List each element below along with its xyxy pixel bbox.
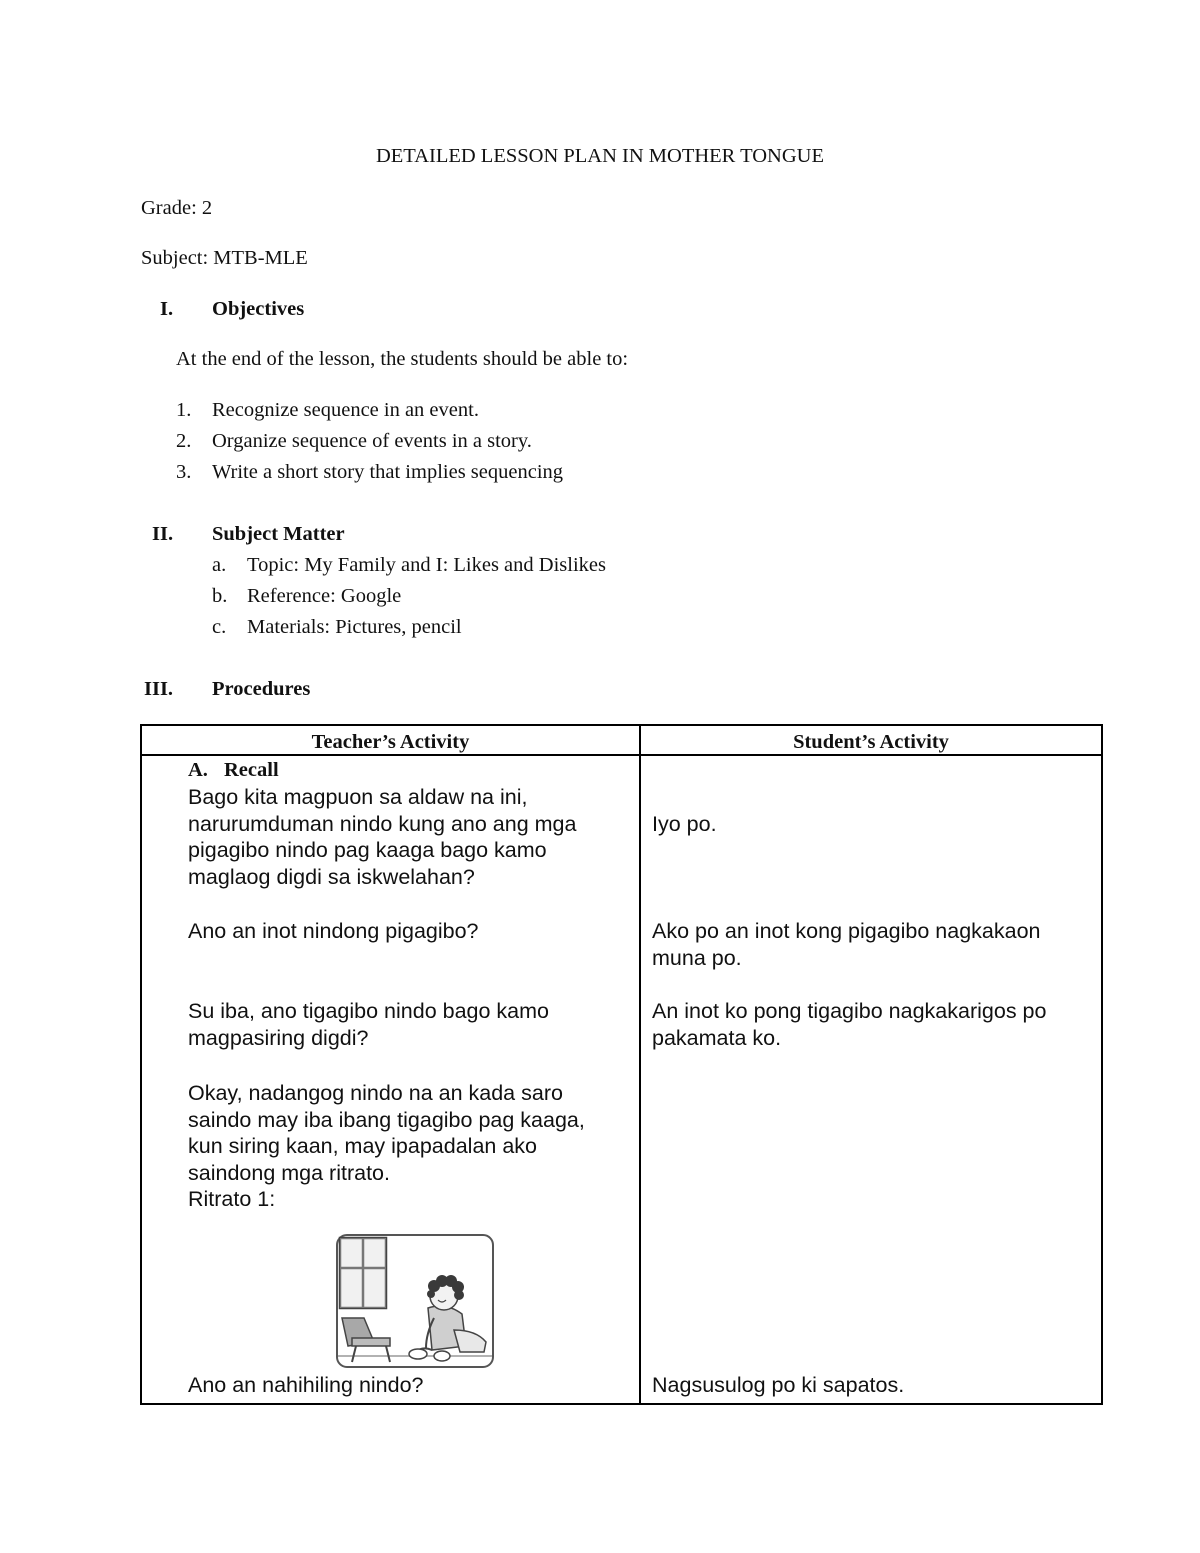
objectives-intro: At the end of the lesson, the students should be able to: xyxy=(176,348,629,370)
student-activity-header: Student’s Activity xyxy=(793,731,949,753)
procedures-table xyxy=(140,724,1103,1405)
header-divider xyxy=(142,754,1101,756)
subject-matter-marker: c. xyxy=(212,616,227,638)
student-line: muna po. xyxy=(652,945,742,970)
procedures-numeral: III. xyxy=(144,678,174,700)
teacher-line: Su iba, ano tigagibo nindo bago kamo xyxy=(188,999,549,1023)
objective-marker: 3. xyxy=(176,461,192,483)
subject-matter-numeral: II. xyxy=(152,523,174,545)
section-marker: A. xyxy=(188,759,208,781)
objectives-heading: Objectives xyxy=(212,298,305,320)
teacher-line: magpasiring digdi? xyxy=(188,1025,369,1050)
subject-matter-heading: Subject Matter xyxy=(212,523,345,545)
teacher-line: Ano an inot nindong pigagibo? xyxy=(188,919,479,943)
student-line: Iyo po. xyxy=(652,812,717,836)
objective-item: Write a short story that implies sequencing xyxy=(212,461,564,483)
teacher-line: saindong mga ritrato. xyxy=(188,1160,390,1185)
subject-line: Subject: MTB-MLE xyxy=(141,247,308,269)
section-label: Recall xyxy=(224,759,279,781)
document-title: DETAILED LESSON PLAN IN MOTHER TONGUE xyxy=(375,145,824,167)
column-divider xyxy=(639,726,641,1403)
teacher-line: narurumduman nindo kung ano ang mga xyxy=(188,811,577,836)
subject-matter-item: Materials: Pictures, pencil xyxy=(247,616,462,638)
teacher-line: pigagibo nindo pag kaaga bago kamo xyxy=(188,838,547,862)
teacher-activity-header: Teacher’s Activity xyxy=(311,731,470,753)
teacher-line: Okay, nadangog nindo na an kada saro xyxy=(188,1081,563,1105)
subject-matter-marker: a. xyxy=(212,554,227,576)
procedures-heading: Procedures xyxy=(212,678,311,700)
teacher-line: maglaog digdi sa iskwelahan? xyxy=(188,864,475,889)
objective-marker: 1. xyxy=(176,399,192,421)
subject-matter-item: Topic: My Family and I: Likes and Dislikes xyxy=(247,554,606,576)
teacher-line: Ano an nahihiling nindo? xyxy=(188,1373,424,1397)
subject-matter-item: Reference: Google xyxy=(247,585,402,607)
objective-marker: 2. xyxy=(176,430,192,452)
student-line: Nagsusulog po ki sapatos. xyxy=(652,1373,905,1397)
student-line: pakamata ko. xyxy=(652,1025,782,1050)
teacher-line: Bago kita magpuon sa aldaw na ini, xyxy=(188,785,528,809)
subject-matter-marker: b. xyxy=(212,585,228,607)
teacher-line: Ritrato 1: xyxy=(188,1187,276,1211)
teacher-line: kun siring kaan, may ipapadalan ako xyxy=(188,1134,537,1158)
objective-item: Recognize sequence in an event. xyxy=(212,399,479,421)
student-line: Ako po an inot kong pigagibo nagkakaon xyxy=(652,919,1041,943)
child-tying-shoes-picture xyxy=(336,1234,494,1374)
teacher-line: saindo may iba ibang tigagibo pag kaaga, xyxy=(188,1107,585,1132)
objective-item: Organize sequence of events in a story. xyxy=(212,430,532,452)
objectives-numeral: I. xyxy=(160,298,174,320)
student-line: An inot ko pong tigagibo nagkakarigos po xyxy=(652,999,1047,1023)
grade-line: Grade: 2 xyxy=(141,197,213,219)
